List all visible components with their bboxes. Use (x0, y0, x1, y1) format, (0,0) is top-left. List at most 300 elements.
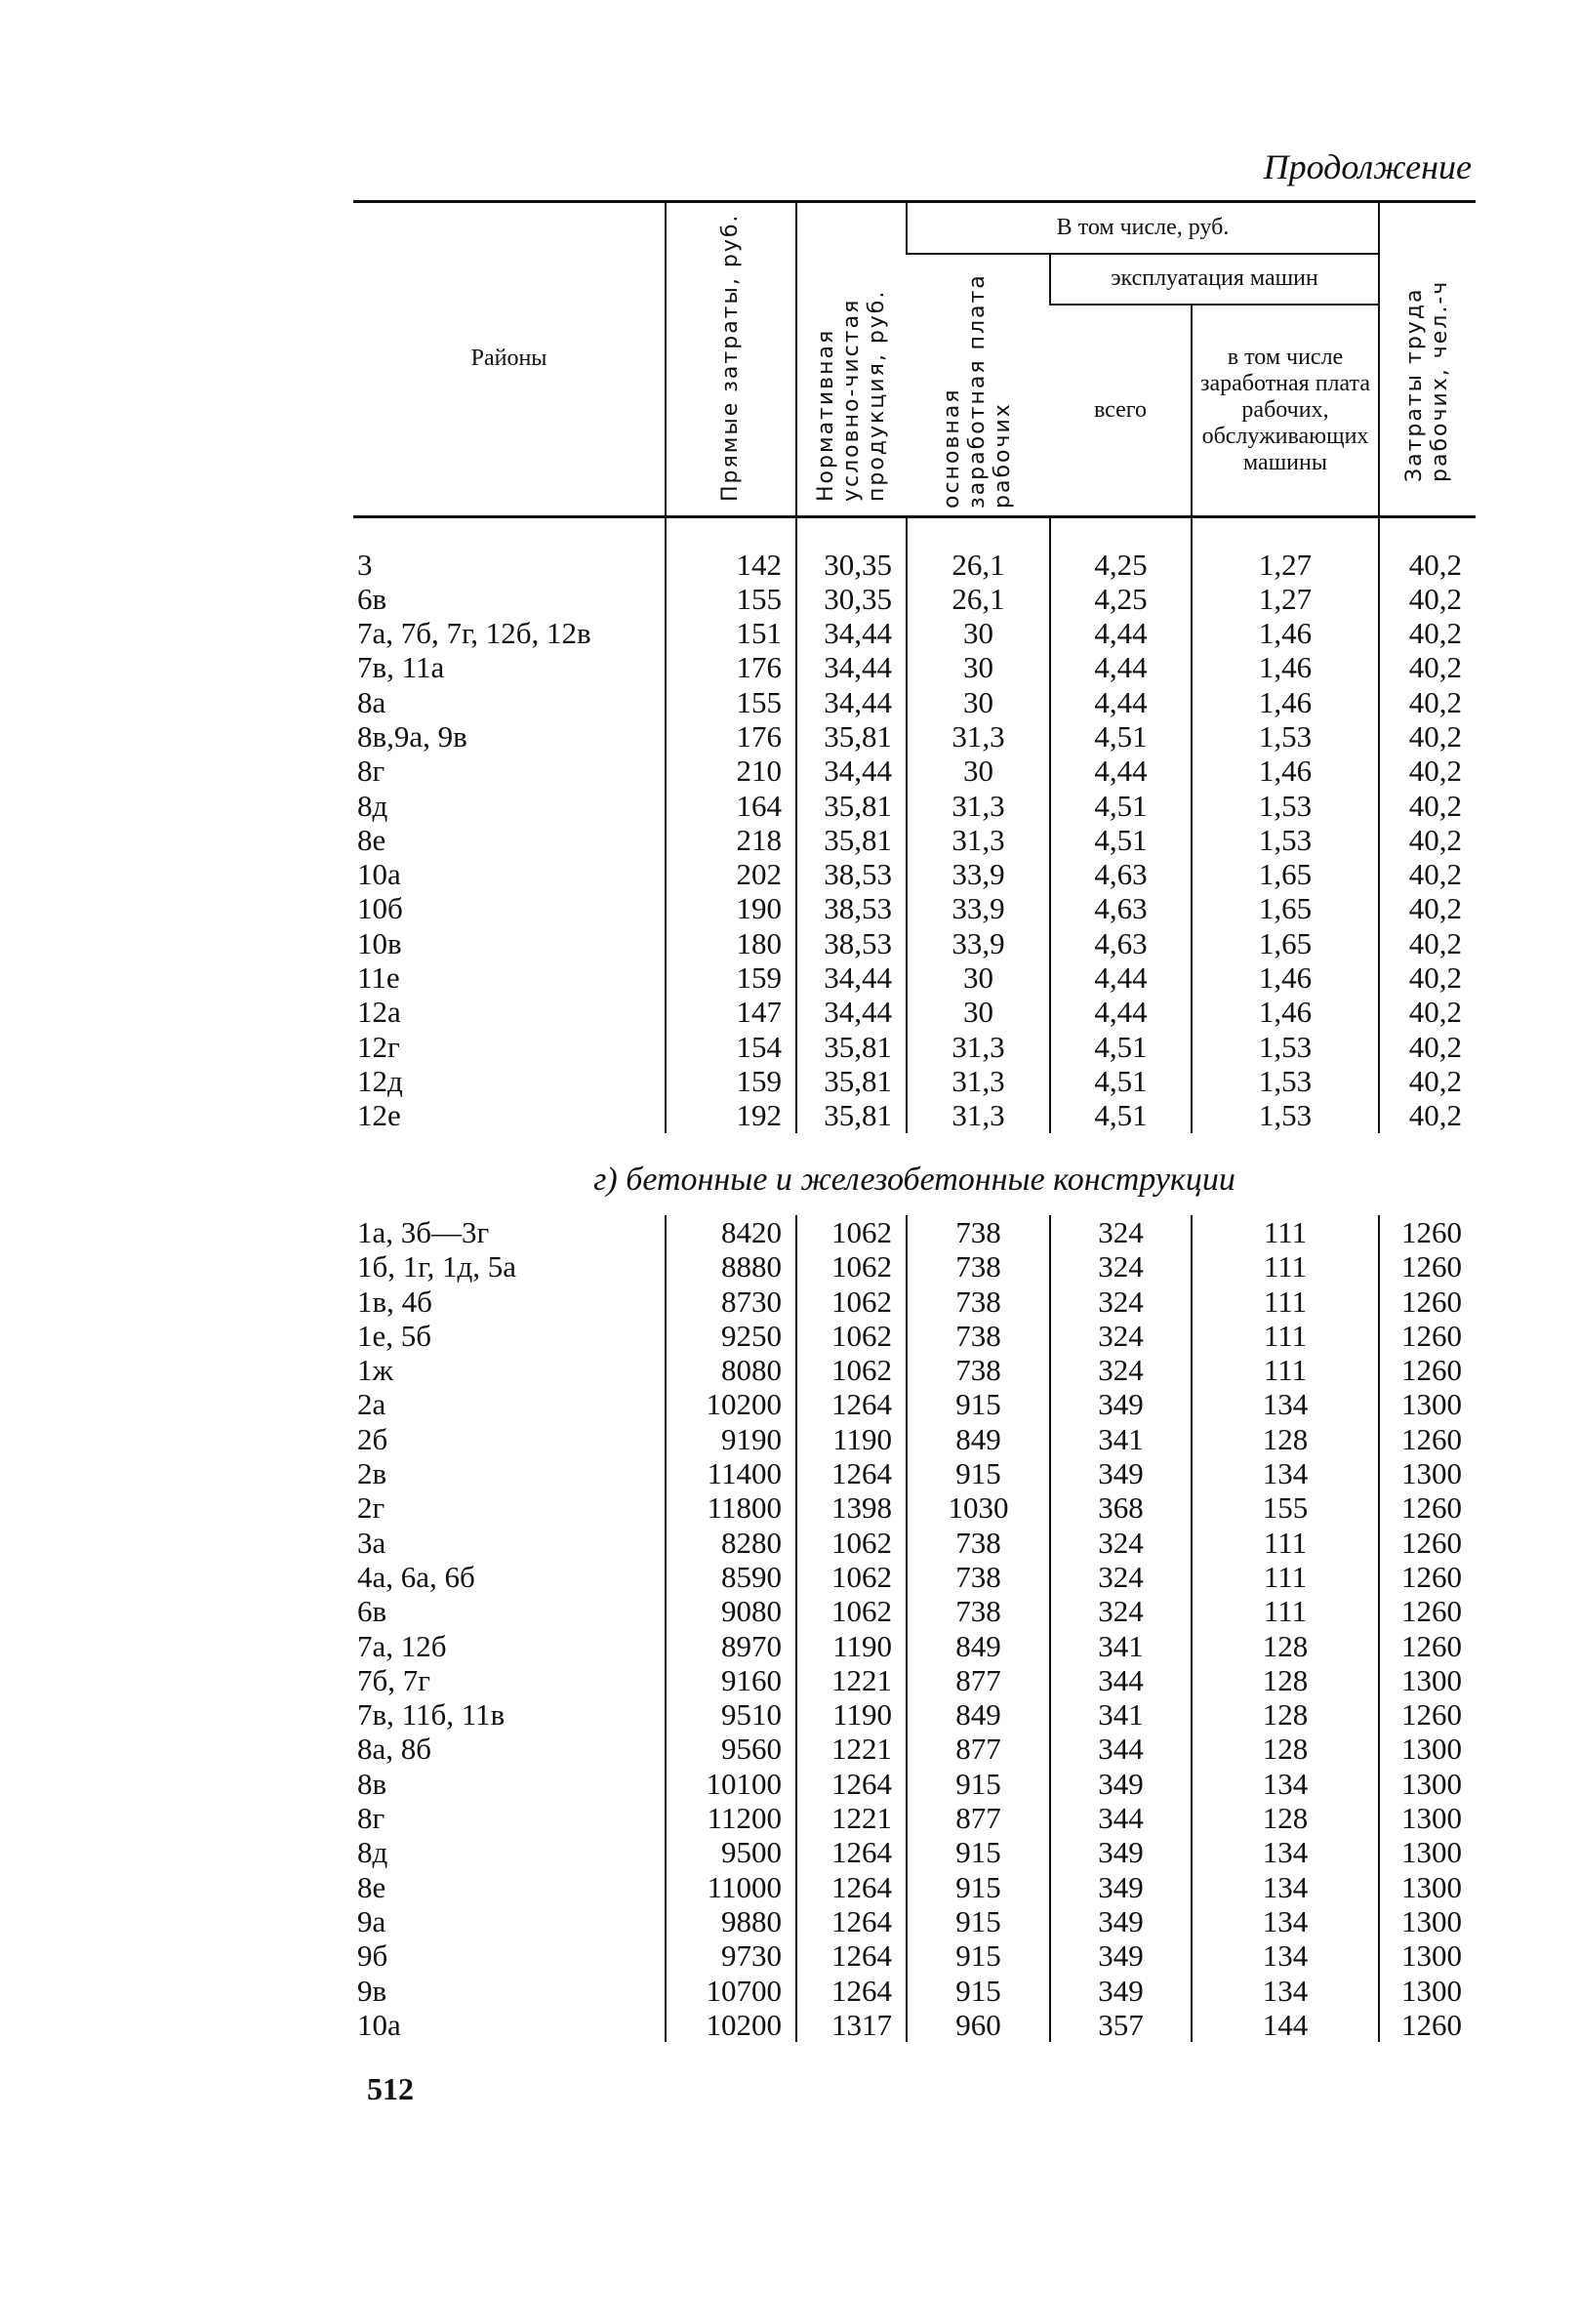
cell-machine-total: 4,51 (1050, 1064, 1192, 1098)
cell-machine-total: 349 (1050, 1387, 1192, 1421)
cell-machine-total: 4,51 (1050, 719, 1192, 754)
cell-normative-output: 35,81 (796, 1098, 907, 1132)
cell-machine-wage: 1,53 (1192, 823, 1379, 857)
table-row (353, 1215, 1476, 1249)
cell-base-wage: 26,1 (907, 548, 1050, 582)
cell-machine-total: 4,44 (1050, 650, 1192, 684)
cell-normative-output: 35,81 (796, 1030, 907, 1064)
cell-machine-total: 349 (1050, 1456, 1192, 1490)
header-direct-costs: Прямые затраты, руб. (718, 213, 743, 503)
cell-machine-wage: 1,53 (1192, 1064, 1379, 1098)
cell-labor: 1300 (1379, 1870, 1476, 1904)
cell-labor: 1260 (1379, 1697, 1476, 1732)
cell-direct-costs: 8880 (666, 1249, 796, 1284)
cell-labor: 1300 (1379, 1387, 1476, 1421)
cell-normative-output: 35,81 (796, 719, 907, 754)
table-row (353, 1697, 1476, 1732)
cell-normative-output: 35,81 (796, 789, 907, 823)
cell-district: 12а (357, 995, 401, 1030)
cell-normative-output: 34,44 (796, 960, 907, 995)
cell-labor: 40,2 (1379, 616, 1476, 650)
cell-machine-wage: 111 (1192, 1353, 1379, 1387)
table-row (353, 1098, 1476, 1132)
cell-machine-wage: 155 (1192, 1490, 1379, 1525)
cell-normative-output: 34,44 (796, 754, 907, 788)
table-row (353, 1767, 1476, 1801)
cell-normative-output: 1062 (796, 1594, 907, 1628)
header-including: В том числе, руб. (907, 202, 1379, 254)
cell-labor: 1300 (1379, 1938, 1476, 1973)
cell-normative-output: 38,53 (796, 926, 907, 960)
cell-normative-output: 1264 (796, 1767, 907, 1801)
cell-labor: 40,2 (1379, 823, 1476, 857)
cell-base-wage: 26,1 (907, 582, 1050, 616)
cell-machine-wage: 111 (1192, 1526, 1379, 1560)
cell-base-wage: 960 (907, 2008, 1050, 2042)
cell-direct-costs: 8280 (666, 1526, 796, 1560)
cell-base-wage: 33,9 (907, 926, 1050, 960)
cell-labor: 1300 (1379, 1732, 1476, 1766)
cell-machine-wage: 1,65 (1192, 857, 1379, 891)
cell-normative-output: 1264 (796, 1387, 907, 1421)
cell-direct-costs: 155 (666, 685, 796, 719)
cell-machine-wage: 111 (1192, 1249, 1379, 1284)
cell-labor: 40,2 (1379, 582, 1476, 616)
cell-normative-output: 34,44 (796, 616, 907, 650)
cell-machine-wage: 134 (1192, 1387, 1379, 1421)
cell-normative-output: 38,53 (796, 857, 907, 891)
table-row (353, 926, 1476, 960)
cell-machine-wage: 1,46 (1192, 995, 1379, 1029)
cell-district: 1б, 1г, 1д, 5а (357, 1249, 517, 1284)
table-row (353, 1030, 1476, 1064)
cell-machine-total: 4,51 (1050, 789, 1192, 823)
cell-machine-total: 324 (1050, 1526, 1192, 1560)
header-machine-operation: эксплуатация машин (1050, 254, 1379, 305)
cell-labor: 1260 (1379, 1594, 1476, 1628)
cell-base-wage: 738 (907, 1284, 1050, 1319)
cell-district: 6в (357, 1594, 387, 1629)
cell-machine-total: 324 (1050, 1319, 1192, 1353)
cell-district: 7в, 11а (357, 650, 445, 685)
cell-direct-costs: 8970 (666, 1629, 796, 1663)
cell-labor: 1260 (1379, 1560, 1476, 1594)
header-districts: Районы (353, 202, 666, 517)
cell-normative-output: 35,81 (796, 1064, 907, 1098)
cell-base-wage: 738 (907, 1249, 1050, 1284)
table-row (353, 1732, 1476, 1766)
table-row (353, 616, 1476, 650)
cell-machine-total: 4,44 (1050, 960, 1192, 995)
cell-district: 8г (357, 1801, 385, 1836)
cell-machine-wage: 111 (1192, 1215, 1379, 1249)
table-row (353, 1938, 1476, 1973)
cell-base-wage: 915 (907, 1938, 1050, 1973)
cell-district: 9а (357, 1903, 386, 1938)
cell-direct-costs: 11200 (666, 1801, 796, 1835)
cell-district: 10в (357, 925, 402, 960)
cell-machine-total: 344 (1050, 1732, 1192, 1766)
cell-base-wage: 30 (907, 995, 1050, 1029)
cell-labor: 1260 (1379, 1284, 1476, 1319)
table-row (353, 823, 1476, 857)
header-normative-output: Нормативная условно-чистая продукция, руб. (813, 289, 889, 503)
cell-base-wage: 31,3 (907, 789, 1050, 823)
cell-direct-costs: 8730 (666, 1284, 796, 1319)
cell-normative-output: 1317 (796, 2008, 907, 2042)
cell-machine-wage: 134 (1192, 1938, 1379, 1973)
cell-district: 7б, 7г (357, 1662, 430, 1697)
cell-direct-costs: 155 (666, 582, 796, 616)
cell-machine-total: 349 (1050, 1974, 1192, 2008)
cell-base-wage: 849 (907, 1697, 1050, 1732)
table-row (353, 548, 1476, 582)
cell-machine-total: 344 (1050, 1801, 1192, 1835)
cell-machine-wage: 1,46 (1192, 650, 1379, 684)
table-row (353, 1629, 1476, 1663)
cell-direct-costs: 210 (666, 754, 796, 788)
cell-base-wage: 738 (907, 1353, 1050, 1387)
table-row (353, 1801, 1476, 1835)
cell-base-wage: 915 (907, 1974, 1050, 2008)
cell-direct-costs: 10200 (666, 1387, 796, 1421)
cell-base-wage: 849 (907, 1629, 1050, 1663)
cell-machine-total: 349 (1050, 1870, 1192, 1904)
cell-base-wage: 915 (907, 1767, 1050, 1801)
cell-machine-wage: 128 (1192, 1732, 1379, 1766)
cell-machine-total: 4,44 (1050, 995, 1192, 1029)
cell-base-wage: 30 (907, 960, 1050, 995)
cell-machine-wage: 128 (1192, 1663, 1379, 1697)
cell-machine-total: 349 (1050, 1938, 1192, 1973)
cell-direct-costs: 202 (666, 857, 796, 891)
cell-district: 8в (357, 1766, 387, 1801)
cell-machine-wage: 128 (1192, 1422, 1379, 1456)
cell-base-wage: 915 (907, 1456, 1050, 1490)
cell-labor: 1260 (1379, 1319, 1476, 1353)
cell-normative-output: 1190 (796, 1697, 907, 1732)
table-row (353, 1526, 1476, 1560)
cell-machine-total: 349 (1050, 1767, 1192, 1801)
cell-district: 3а (357, 1525, 386, 1560)
cell-machine-total: 344 (1050, 1663, 1192, 1697)
cell-labor: 1260 (1379, 1629, 1476, 1663)
cell-district: 9б (357, 1938, 388, 1974)
table-row (353, 1870, 1476, 1904)
cell-machine-total: 4,51 (1050, 823, 1192, 857)
cell-base-wage: 849 (907, 1422, 1050, 1456)
cell-labor: 1260 (1379, 1353, 1476, 1387)
cell-labor: 1300 (1379, 1904, 1476, 1938)
cell-direct-costs: 159 (666, 960, 796, 995)
cell-district: 12д (357, 1063, 403, 1098)
cell-machine-total: 4,63 (1050, 926, 1192, 960)
cell-labor: 40,2 (1379, 995, 1476, 1029)
cell-machine-wage: 1,53 (1192, 1030, 1379, 1064)
cell-district: 1а, 3б—3г (357, 1215, 490, 1249)
table-row (353, 1663, 1476, 1697)
cell-normative-output: 1062 (796, 1560, 907, 1594)
cell-machine-wage: 1,27 (1192, 582, 1379, 616)
section1-body (353, 516, 1476, 1133)
cell-machine-wage: 134 (1192, 1974, 1379, 2008)
cell-machine-wage: 111 (1192, 1594, 1379, 1628)
cell-district: 8е (357, 822, 386, 857)
cell-direct-costs: 8420 (666, 1215, 796, 1249)
table-row (353, 2008, 1476, 2042)
cell-machine-total: 4,44 (1050, 685, 1192, 719)
cell-machine-wage: 1,53 (1192, 1098, 1379, 1132)
cell-base-wage: 31,3 (907, 823, 1050, 857)
cell-direct-costs: 11000 (666, 1870, 796, 1904)
cell-district: 7а, 12б (357, 1628, 447, 1663)
cell-labor: 40,2 (1379, 1098, 1476, 1132)
cell-direct-costs: 164 (666, 789, 796, 823)
cell-direct-costs: 9880 (666, 1904, 796, 1938)
cell-labor: 1300 (1379, 1801, 1476, 1835)
page-number: 512 (367, 2071, 414, 2106)
cell-base-wage: 738 (907, 1594, 1050, 1628)
cell-machine-wage: 128 (1192, 1801, 1379, 1835)
cell-machine-wage: 134 (1192, 1456, 1379, 1490)
cell-direct-costs: 8080 (666, 1353, 796, 1387)
cell-district: 8а (357, 684, 386, 719)
cell-labor: 40,2 (1379, 960, 1476, 995)
table-row (353, 1387, 1476, 1421)
cell-district: 2г (357, 1490, 385, 1526)
cell-labor: 40,2 (1379, 789, 1476, 823)
cell-labor: 1300 (1379, 1767, 1476, 1801)
cell-district: 10а (357, 2007, 401, 2042)
cell-machine-wage: 1,46 (1192, 685, 1379, 719)
continuation-label: Продолжение (1263, 147, 1472, 186)
header-labor: Затраты труда рабочих, чел.-ч (1402, 279, 1452, 483)
cell-machine-total: 341 (1050, 1697, 1192, 1732)
cell-machine-wage: 1,65 (1192, 891, 1379, 925)
cell-base-wage: 915 (907, 1835, 1050, 1869)
table-header (353, 202, 1476, 517)
cell-district: 8д (357, 1835, 388, 1870)
cell-machine-total: 324 (1050, 1594, 1192, 1628)
cell-normative-output: 34,44 (796, 650, 907, 684)
cell-base-wage: 31,3 (907, 719, 1050, 754)
cell-district: 1е, 5б (357, 1318, 432, 1353)
cell-base-wage: 33,9 (907, 891, 1050, 925)
cell-machine-wage: 128 (1192, 1629, 1379, 1663)
cell-direct-costs: 192 (666, 1098, 796, 1132)
cell-district: 7а, 7б, 7г, 12б, 12в (357, 616, 591, 651)
cell-machine-wage: 134 (1192, 1767, 1379, 1801)
cell-machine-total: 324 (1050, 1249, 1192, 1284)
cell-labor: 1260 (1379, 1526, 1476, 1560)
table-row (353, 685, 1476, 719)
cell-direct-costs: 9250 (666, 1319, 796, 1353)
cell-district: 10б (357, 891, 403, 926)
cell-district: 9в (357, 1973, 387, 2008)
cell-labor: 40,2 (1379, 719, 1476, 754)
cell-direct-costs: 190 (666, 891, 796, 925)
table-row (353, 719, 1476, 754)
cell-district: 8д (357, 788, 388, 823)
table-row (353, 754, 1476, 788)
cell-labor: 1300 (1379, 1974, 1476, 2008)
cell-district: 8г (357, 754, 385, 789)
cell-labor: 40,2 (1379, 1064, 1476, 1098)
section2-body (353, 1215, 1476, 2042)
cell-machine-total: 341 (1050, 1422, 1192, 1456)
cell-district: 12г (357, 1029, 400, 1064)
cell-normative-output: 1190 (796, 1422, 907, 1456)
cell-normative-output: 1221 (796, 1663, 907, 1697)
cell-district: 8а, 8б (357, 1732, 432, 1767)
cell-normative-output: 30,35 (796, 582, 907, 616)
header-base-wage: основная заработная плата рабочих (940, 272, 1015, 509)
cell-machine-total: 4,25 (1050, 548, 1192, 582)
table-row (353, 582, 1476, 616)
cell-district: 7в, 11б, 11в (357, 1697, 506, 1733)
cell-labor: 40,2 (1379, 754, 1476, 788)
cell-normative-output: 1062 (796, 1319, 907, 1353)
cell-labor: 1260 (1379, 2008, 1476, 2042)
cell-normative-output: 1264 (796, 1835, 907, 1869)
cell-labor: 40,2 (1379, 1030, 1476, 1064)
cell-normative-output: 1221 (796, 1801, 907, 1835)
table-row (353, 1594, 1476, 1628)
cell-direct-costs: 218 (666, 823, 796, 857)
table-row (353, 1904, 1476, 1938)
cell-base-wage: 738 (907, 1560, 1050, 1594)
header-incl-wage: в том числе заработная плата рабочих, обслуживающих машины (1192, 305, 1379, 516)
cell-machine-total: 324 (1050, 1353, 1192, 1387)
cell-labor: 1300 (1379, 1456, 1476, 1490)
cell-machine-total: 349 (1050, 1904, 1192, 1938)
cell-machine-wage: 1,65 (1192, 926, 1379, 960)
table-row (353, 650, 1476, 684)
cell-direct-costs: 176 (666, 719, 796, 754)
cell-district: 6в (357, 581, 387, 616)
cell-normative-output: 1264 (796, 1456, 907, 1490)
table-row (353, 1284, 1476, 1319)
cell-base-wage: 738 (907, 1526, 1050, 1560)
table-row (353, 1422, 1476, 1456)
cell-base-wage: 877 (907, 1732, 1050, 1766)
cell-labor: 1300 (1379, 1663, 1476, 1697)
cell-machine-wage: 1,53 (1192, 789, 1379, 823)
cell-base-wage: 915 (907, 1387, 1050, 1421)
cell-district: 2в (357, 1456, 387, 1491)
cell-normative-output: 35,81 (796, 823, 907, 857)
cell-machine-wage: 111 (1192, 1319, 1379, 1353)
cell-direct-costs: 10200 (666, 2008, 796, 2042)
cell-machine-total: 324 (1050, 1560, 1192, 1594)
cell-direct-costs: 11800 (666, 1490, 796, 1525)
cell-normative-output: 1264 (796, 1974, 907, 2008)
cell-direct-costs: 9730 (666, 1938, 796, 1973)
cell-machine-total: 4,25 (1050, 582, 1192, 616)
cell-direct-costs: 9510 (666, 1697, 796, 1732)
cell-labor: 40,2 (1379, 857, 1476, 891)
cell-machine-total: 4,51 (1050, 1098, 1192, 1132)
cell-district: 1ж (357, 1353, 393, 1388)
cell-labor: 40,2 (1379, 650, 1476, 684)
cell-normative-output: 1062 (796, 1284, 907, 1319)
cell-machine-total: 4,44 (1050, 754, 1192, 788)
cell-machine-total: 324 (1050, 1215, 1192, 1249)
cell-machine-total: 368 (1050, 1490, 1192, 1525)
cell-machine-total: 341 (1050, 1629, 1192, 1663)
cell-machine-total: 4,63 (1050, 891, 1192, 925)
cell-machine-wage: 1,46 (1192, 616, 1379, 650)
cell-district: 3 (357, 547, 373, 582)
cell-direct-costs: 180 (666, 926, 796, 960)
cell-machine-wage: 128 (1192, 1697, 1379, 1732)
cell-direct-costs: 10100 (666, 1767, 796, 1801)
cell-district: 1в, 4б (357, 1284, 432, 1319)
cell-district: 4а, 6а, 6б (357, 1559, 475, 1594)
cell-machine-wage: 144 (1192, 2008, 1379, 2042)
cell-district: 8е (357, 1869, 386, 1904)
cell-normative-output: 30,35 (796, 548, 907, 582)
cell-direct-costs: 159 (666, 1064, 796, 1098)
cell-machine-total: 4,51 (1050, 1030, 1192, 1064)
cell-labor: 1260 (1379, 1215, 1476, 1249)
cell-machine-wage: 111 (1192, 1284, 1379, 1319)
cell-normative-output: 1221 (796, 1732, 907, 1766)
cell-normative-output: 34,44 (796, 685, 907, 719)
cell-normative-output: 1398 (796, 1490, 907, 1525)
cell-normative-output: 1190 (796, 1629, 907, 1663)
header-total: всего (1093, 396, 1148, 423)
cell-base-wage: 31,3 (907, 1064, 1050, 1098)
cell-labor: 1260 (1379, 1422, 1476, 1456)
table-row (353, 1835, 1476, 1869)
table-row (353, 1490, 1476, 1525)
cell-direct-costs: 9500 (666, 1835, 796, 1869)
cell-direct-costs: 9560 (666, 1732, 796, 1766)
cell-normative-output: 1062 (796, 1215, 907, 1249)
cell-machine-wage: 1,46 (1192, 960, 1379, 995)
cell-machine-wage: 1,46 (1192, 754, 1379, 788)
cell-labor: 1300 (1379, 1835, 1476, 1869)
cell-machine-total: 4,63 (1050, 857, 1192, 891)
cell-machine-total: 357 (1050, 2008, 1192, 2042)
table-row (353, 960, 1476, 995)
table-row (353, 789, 1476, 823)
cell-machine-wage: 134 (1192, 1870, 1379, 1904)
cell-labor: 40,2 (1379, 548, 1476, 582)
cell-labor: 40,2 (1379, 926, 1476, 960)
cell-normative-output: 34,44 (796, 995, 907, 1029)
cell-direct-costs: 142 (666, 548, 796, 582)
cell-labor: 1260 (1379, 1490, 1476, 1525)
cell-district: 10а (357, 857, 401, 892)
table-row (353, 891, 1476, 925)
cell-normative-output: 1062 (796, 1249, 907, 1284)
cell-direct-costs: 151 (666, 616, 796, 650)
table-row (353, 1974, 1476, 2008)
cell-labor: 40,2 (1379, 891, 1476, 925)
cell-base-wage: 877 (907, 1663, 1050, 1697)
cell-direct-costs: 9160 (666, 1663, 796, 1697)
cell-direct-costs: 9080 (666, 1594, 796, 1628)
table-row (353, 857, 1476, 891)
cell-district: 2а (357, 1387, 386, 1422)
cell-labor: 40,2 (1379, 685, 1476, 719)
cell-base-wage: 30 (907, 650, 1050, 684)
table-row (353, 1353, 1476, 1387)
cell-machine-wage: 1,53 (1192, 719, 1379, 754)
cell-base-wage: 31,3 (907, 1098, 1050, 1132)
